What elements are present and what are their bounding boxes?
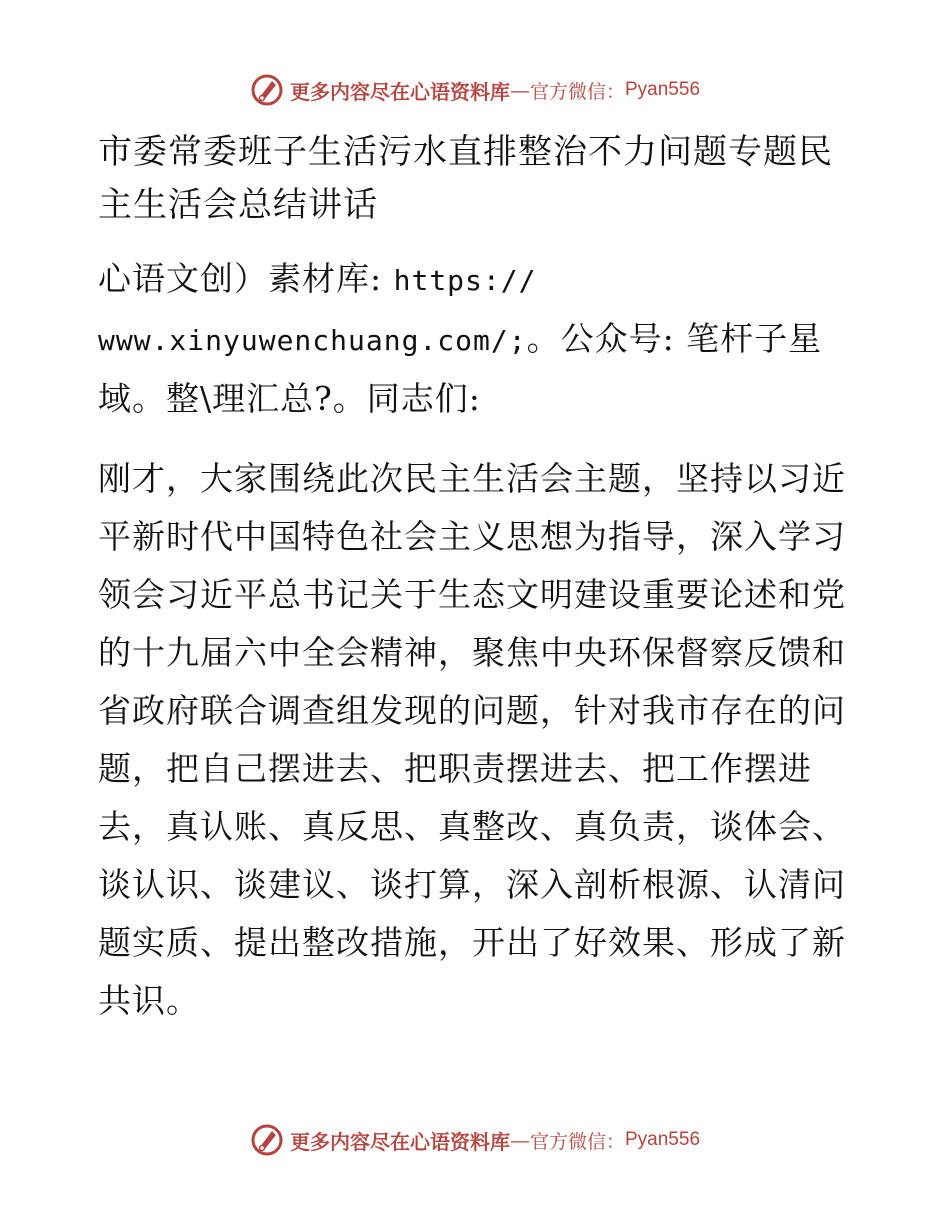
document-body (98, 120, 850, 1030)
header-banner (0, 70, 950, 110)
document-title: 市委常委班子生活污水直排整治不力问题专题民主生活会总结讲话 (98, 132, 833, 225)
body-paragraph: 刚才，大家围绕此次民主生活会主题，坚持以习近平新时代中国特色社会主义思想为指导，深入学习领会习近平总书记关于生态文明建设重要论述和党的十九届六中全会精神，聚焦中央环保督察反馈和省政府联合调查组发现的问题，针对我市存在的问题，把自己摆进去、把职责摆进去、把工作摆进去，真认账、真反思、真整改、真负责，谈体会、谈认识、谈建议、谈打算，深入剖析根源、认清问题实质、提出整改措施，开出了好效果、形成了新共识。 (98, 459, 846, 1020)
source-url-part-2: www.xinyuwenchuang.com/; (98, 324, 527, 357)
source-url-part-1: https:// (393, 264, 537, 297)
source-suffix: 。公众号: 笔杆子星域。整\理汇总?。同志们: (98, 319, 823, 418)
footer-banner (0, 1120, 950, 1160)
banner-dash: — (509, 1128, 530, 1152)
banner-text: 更多内容尽在心语资料库 (289, 1129, 510, 1154)
banner-wechat-label: 官方微信： (529, 1130, 625, 1153)
banner-text: 更多内容尽在心语资料库 (289, 79, 510, 104)
pen-nib-logo-icon (250, 73, 284, 107)
banner-wechat-id: Pyan556 (625, 79, 701, 100)
source-paragraph (98, 250, 850, 428)
source-prefix: 心语文创）素材库: (98, 259, 394, 298)
banner-wechat-id: Pyan556 (625, 1129, 701, 1150)
banner-wechat-label: 官方微信： (529, 80, 625, 103)
banner-dash: — (509, 78, 530, 102)
pen-nib-logo-icon (250, 1123, 284, 1157)
